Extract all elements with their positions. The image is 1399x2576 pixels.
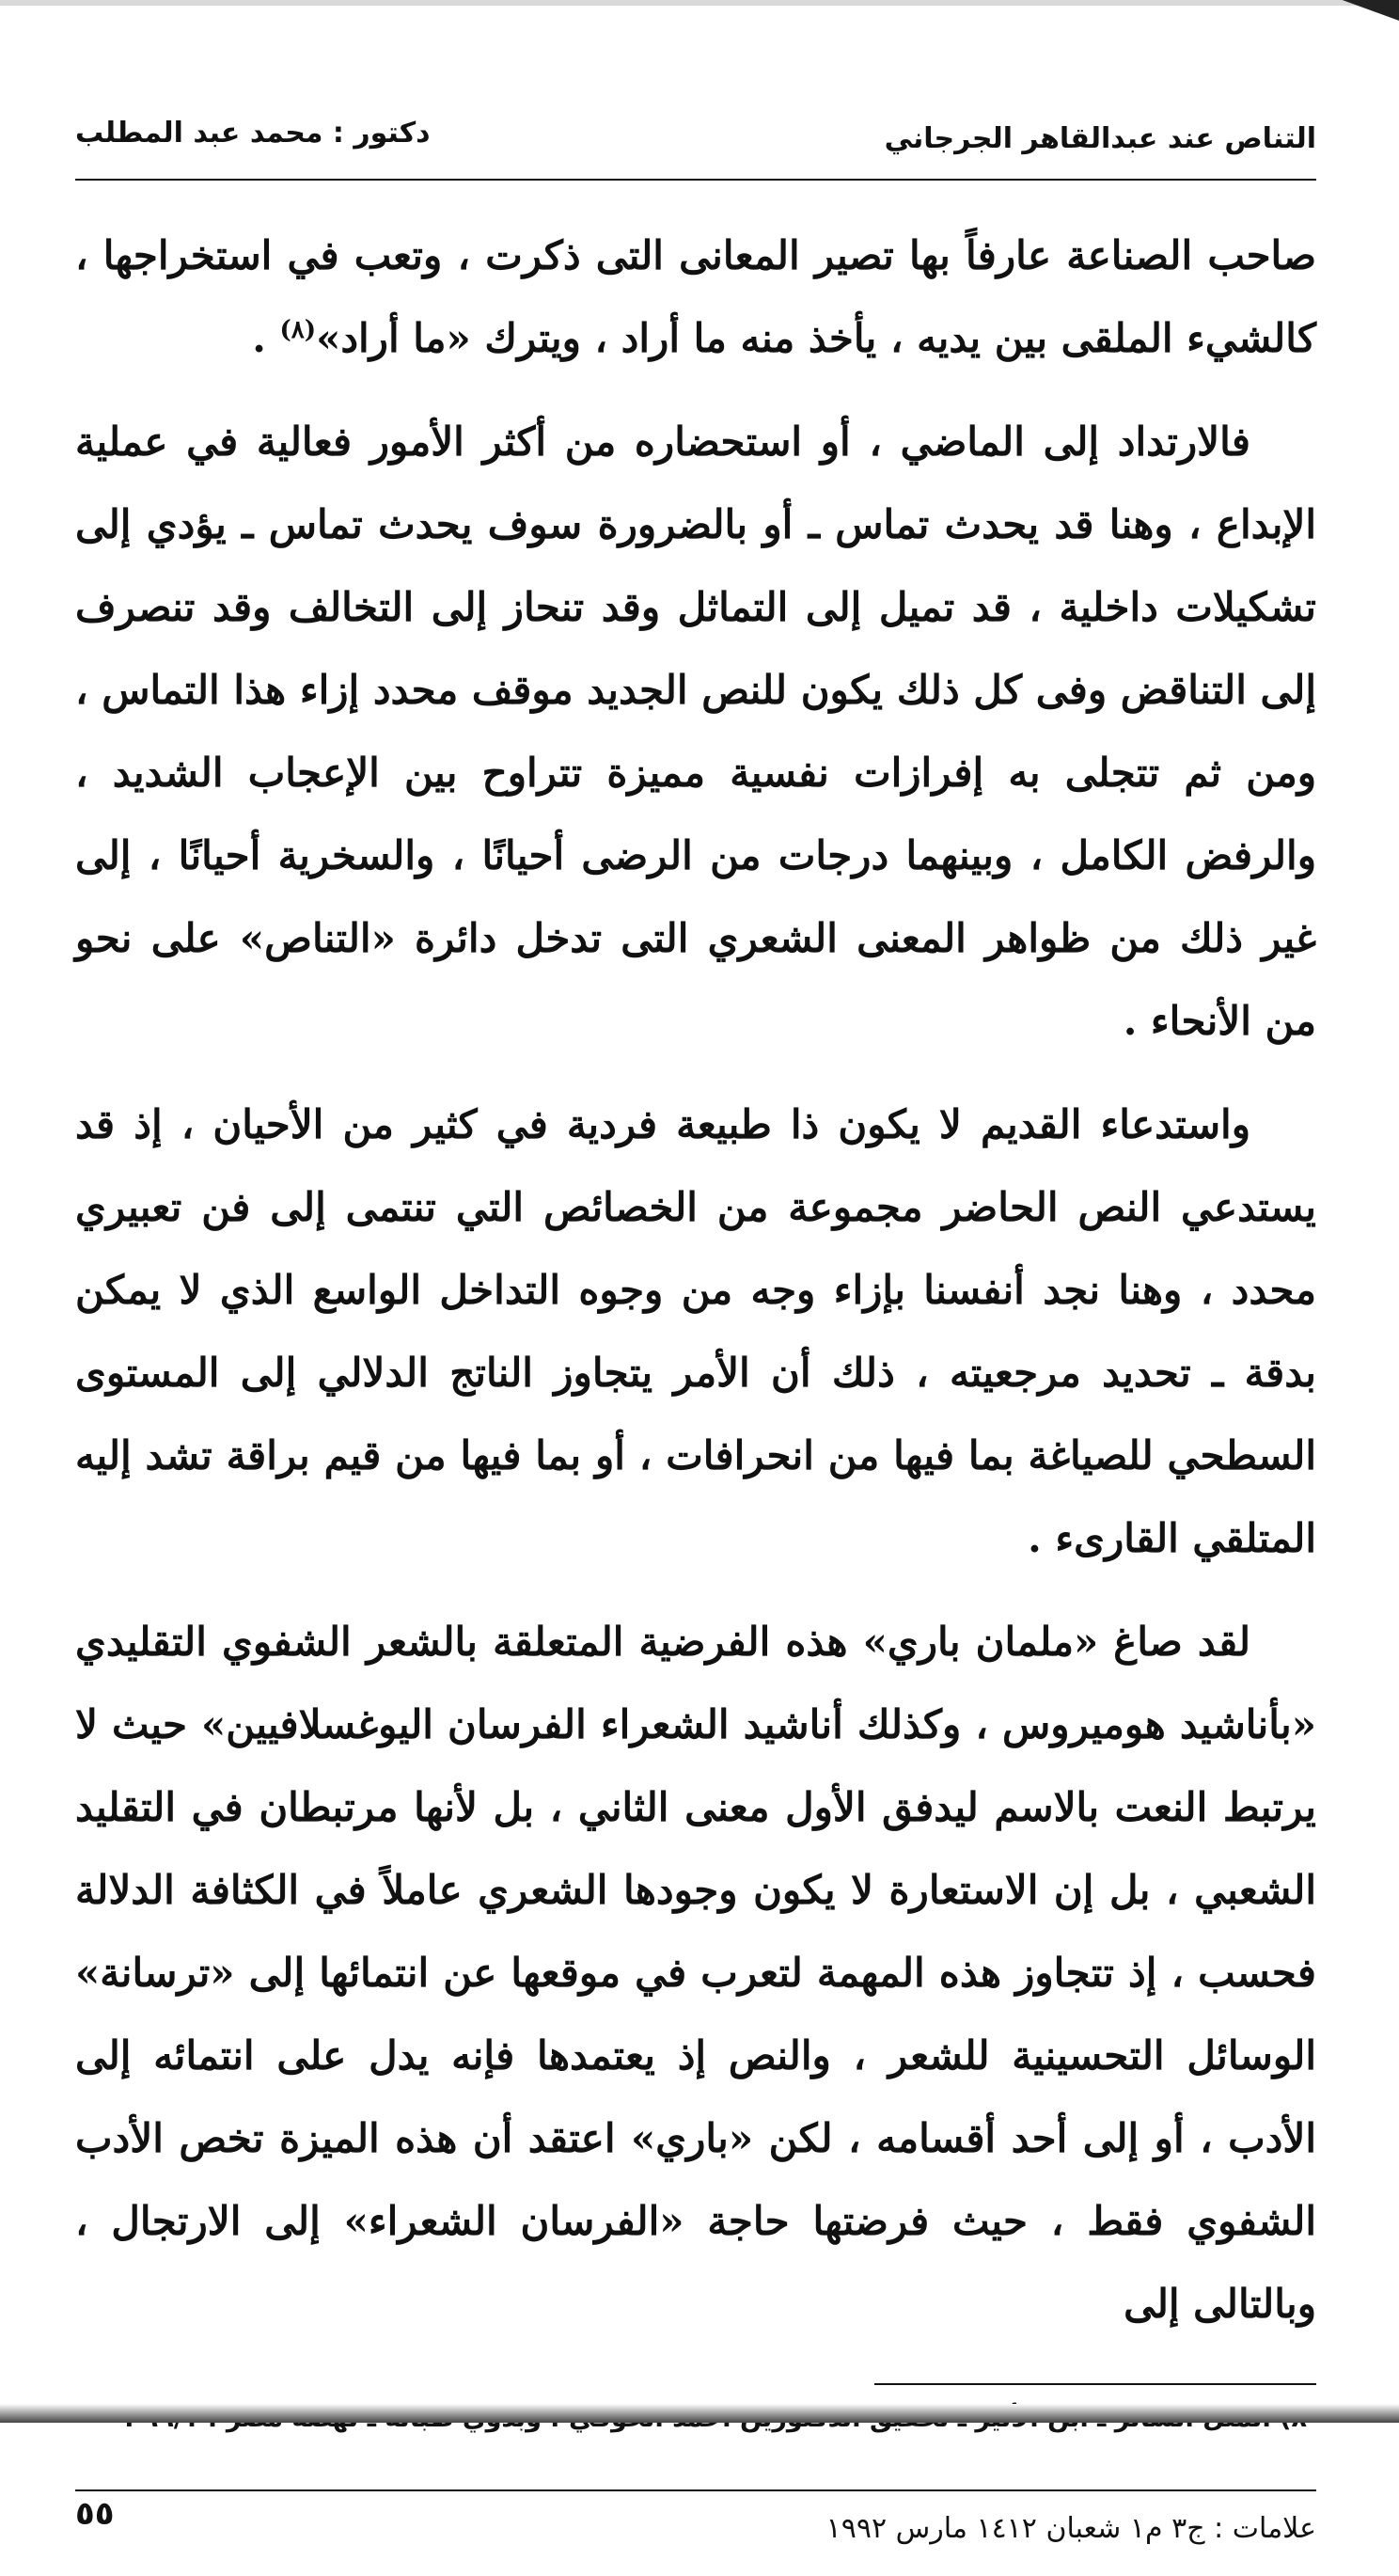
scan-edge-top: [0, 0, 1399, 6]
article-title: التناص عند عبدالقاهر الجرجاني: [884, 122, 1316, 155]
scan-edge-bottom: [0, 2404, 1399, 2423]
journal-citation: علامات : ج٣ م١ شعبان ١٤١٢ مارس ١٩٩٢: [825, 2512, 1316, 2545]
body-text: [75, 214, 1316, 2346]
page-number: ٥٥: [75, 2495, 115, 2533]
author-name: دكتور : محمد عبد المطلب: [75, 117, 431, 150]
running-head: [75, 103, 1316, 181]
paragraph-1-text: صاحب الصناعة عارفاً بها تصير المعانى التى ذكرت ، وتعب في استخراجها ، كالشيء الملقى بين يديه ، يأخذ منه ما أراد ، ويترك «ما أراد»: [75, 232, 1316, 361]
footnote-divider: [874, 2383, 1316, 2385]
scan-corner-shadow: [1343, 0, 1399, 38]
paragraph-4: لقد صاغ «ملمان باري» هذه الفرضية المتعلقة بالشعر الشفوي التقليدي «بأناشيد هوميروس ، وكذلك أناشيد الشعراء الفرسان اليوغسلافيين» حيث لا يرتبط النعت بالاسم ليدفق الأول معنى الثاني ، بل لأنها مرتبطان في التقليد الشعبي ، بل إن الاستعارة لا يكون وجودها الشعري عاملاً في الكثافة الدلالة فحسب ، إذ تتجاوز هذه المهمة لتعرب في موقعها عن انتمائها إلى «ترسانة» الوسائل التحسينية للشعر ، والنص إذ يعتمدها فإنه يدل على انتمائه إلى الأدب ، أو إلى أحد أقسامه ، لكن «باري» اعتقد أن هذه الميزة تخص الأدب الشفوي فقط ، حيث فرضتها حاجة «الفرسان الشعراء» إلى الارتجال ، وبالتالى إلى: [75, 1619, 1316, 2327]
paragraph-2: فالارتداد إلى الماضي ، أو استحضاره من أكثر الأمور فعالية في عملية الإبداع ، وهنا قد يحدث تماس ـ أو بالضرورة سوف يحدث تماس ـ يؤدي إلى تشكيلات داخلية ، قد تميل إلى التماثل وقد تنحاز إلى التخالف وقد تنصرف إلى التناقض وفى كل ذلك يكون للنص الجديد موقف محدد إزاء هذا التماس ، ومن ثم تتجلى به إفرازات نفسية مميزة تتراوح بين الإعجاب الشديد ، والرفض الكامل ، وبينهما درجات من الرضى أحيانًا ، والسخرية أحيانًا ، إلى غير ذلك من ظواهر المعنى الشعري التى تدخل دائرة «التناص» على نحو من الأنحاء .: [75, 419, 1316, 1044]
paragraph-3: واستدعاء القديم لا يكون ذا طبيعة فردية في كثير من الأحيان ، إذ قد يستدعي النص الحاضر مجموعة من الخصائص التي تنتمى إلى فن تعبيري محدد ، وهنا نجد أنفسنا بإزاء وجه من وجوه التداخل الواسع الذي لا يمكن بدقة ـ تحديد مرجعيته ، ذلك أن الأمر يتجاوز الناتج الدلالي إلى المستوى السطحي للصياغة بما فيها من انحرافات ، أو بما فيها من قيم براقة تشد إليه المتلقي القارىء .: [75, 1101, 1316, 1561]
paragraph-1: [75, 214, 1316, 380]
page-footer: [75, 2491, 1316, 2576]
footnote-reference: (٨): [279, 316, 317, 344]
paragraph-1-tail: .: [252, 315, 280, 361]
document-page: [75, 103, 1316, 2576]
